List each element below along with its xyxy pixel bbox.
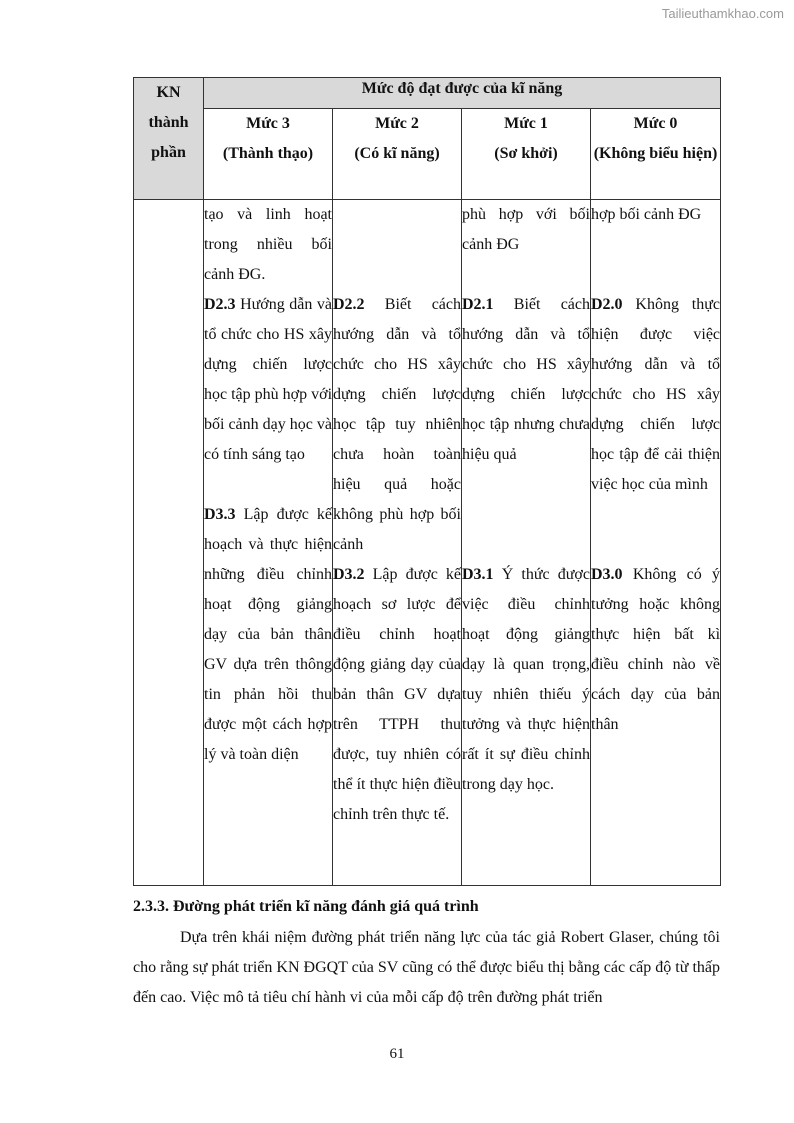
criterion-d3 bbox=[204, 500, 332, 770]
criterion-text: Không có ý tưởng hoặc không thực hiện bất kì điều chỉnh nào về cách dạy của bản thân bbox=[591, 566, 721, 733]
criterion-code: D2.0 bbox=[591, 296, 623, 313]
table-body-row bbox=[134, 200, 721, 886]
level-header-0 bbox=[591, 109, 721, 200]
skill-levels-table bbox=[133, 77, 721, 886]
level-3-cell bbox=[204, 200, 333, 886]
criterion-text: Không thực hiện được việc hướng dẫn và tổ chức cho HS xây dựng chiến lược học tập để cải thiện việc học của mình bbox=[591, 296, 721, 493]
page-number: 61 bbox=[389, 1046, 405, 1062]
criterion-code: D3.2 bbox=[333, 566, 365, 583]
criterion-code: D3.0 bbox=[591, 566, 623, 583]
level-header-3 bbox=[204, 109, 333, 200]
criterion-text: Lập được kế hoạch và thực hiện những điều chỉnh hoạt động giảng dạy của bản thân GV dựa trên thông tin phản hồi thu được một cách hợp lý và toàn diện bbox=[204, 506, 332, 763]
criterion-text: Biết cách hướng dẫn và tổ chức cho HS xây dựng chiến lược học tập nhưng chưa hiệu quả bbox=[462, 296, 590, 463]
kn-header-cell bbox=[134, 78, 204, 200]
kn-header-line: KN bbox=[156, 84, 181, 101]
level-description: (Không biểu hiện) bbox=[593, 145, 718, 162]
kn-header-line: thành bbox=[148, 114, 189, 131]
level-name: Mức 0 bbox=[633, 115, 678, 132]
continued-text: phù hợp với bối cảnh ĐG bbox=[462, 206, 590, 253]
criterion-d2 bbox=[591, 290, 720, 560]
level-name: Mức 3 bbox=[246, 115, 290, 132]
section-heading: 2.3.3. Đường phát triển kĩ năng đánh giá quá trình bbox=[133, 898, 479, 915]
criterion-text: Ý thức được việc điều chỉnh hoạt động giảng dạy là quan trọng, tuy nhiên thiếu ý tưởng và thực hiện rất ít sự điều chỉnh trong dạy học. bbox=[462, 566, 590, 793]
level-header-1 bbox=[462, 109, 591, 200]
criterion-code: D2.3 bbox=[204, 296, 236, 313]
level-name: Mức 1 bbox=[504, 115, 548, 132]
criterion-code: D2.1 bbox=[462, 296, 494, 313]
criterion-d3 bbox=[462, 560, 590, 800]
level-description: (Thành thạo) bbox=[222, 145, 314, 162]
level-description: (Có kĩ năng) bbox=[354, 145, 440, 162]
kn-empty-cell bbox=[134, 200, 204, 886]
criterion-d2 bbox=[462, 290, 590, 560]
level-1-cell bbox=[462, 200, 591, 886]
criterion-code: D3.1 bbox=[462, 566, 494, 583]
criterion-d3 bbox=[591, 560, 720, 740]
body-paragraph: Dựa trên khái niệm đường phát triển năng lực của tác giả Robert Glaser, chúng tôi cho rằng sự phát triển KN ĐGQT của SV cũng có thể được biểu thị bằng các cấp độ từ thấp đến cao. Việc mô tả tiêu chí hành vi của mỗi cấp độ trên đường phát triển bbox=[133, 929, 720, 1006]
criterion-d3 bbox=[333, 560, 461, 830]
level-2-cell bbox=[333, 200, 462, 886]
continued-text: hợp bối cảnh ĐG bbox=[591, 206, 702, 223]
criterion-text: Lập được kế hoạch sơ lược để điều chỉnh hoạt động giảng dạy của bản thân GV dựa trên TTPH thu được, tuy nhiên có thể ít thực hiện điều chỉnh trên thực tế. bbox=[333, 566, 461, 823]
continued-text: tạo và linh hoạt trong nhiều bối cảnh ĐG. bbox=[204, 206, 332, 283]
criterion-code: D3.3 bbox=[204, 506, 236, 523]
criterion-d2 bbox=[204, 290, 332, 470]
watermark-text: Tailieuthamkhao.com bbox=[661, 6, 784, 21]
table-header-row bbox=[134, 78, 721, 109]
table-title-cell: Mức độ đạt được của kĩ năng bbox=[204, 78, 721, 109]
level-header-2 bbox=[333, 109, 462, 200]
criterion-text: Biết cách hướng dẫn và tổ chức cho HS xây dựng chiến lược học tập tuy nhiên chưa hoàn toàn hiệu quả hoặc không phù hợp bối cảnh bbox=[333, 296, 461, 553]
continued-text bbox=[333, 200, 461, 290]
criterion-text: Hướng dẫn và tổ chức cho HS xây dựng chiến lược học tập phù hợp với bối cảnh dạy học và có tính sáng tạo bbox=[204, 296, 333, 463]
criterion-d2 bbox=[333, 290, 461, 560]
level-name: Mức 2 bbox=[375, 115, 419, 132]
level-0-cell bbox=[591, 200, 721, 886]
level-description: (Sơ khởi) bbox=[494, 145, 558, 162]
kn-header-line: phần bbox=[151, 144, 186, 161]
criterion-code: D2.2 bbox=[333, 296, 365, 313]
level-header-row bbox=[134, 109, 721, 200]
